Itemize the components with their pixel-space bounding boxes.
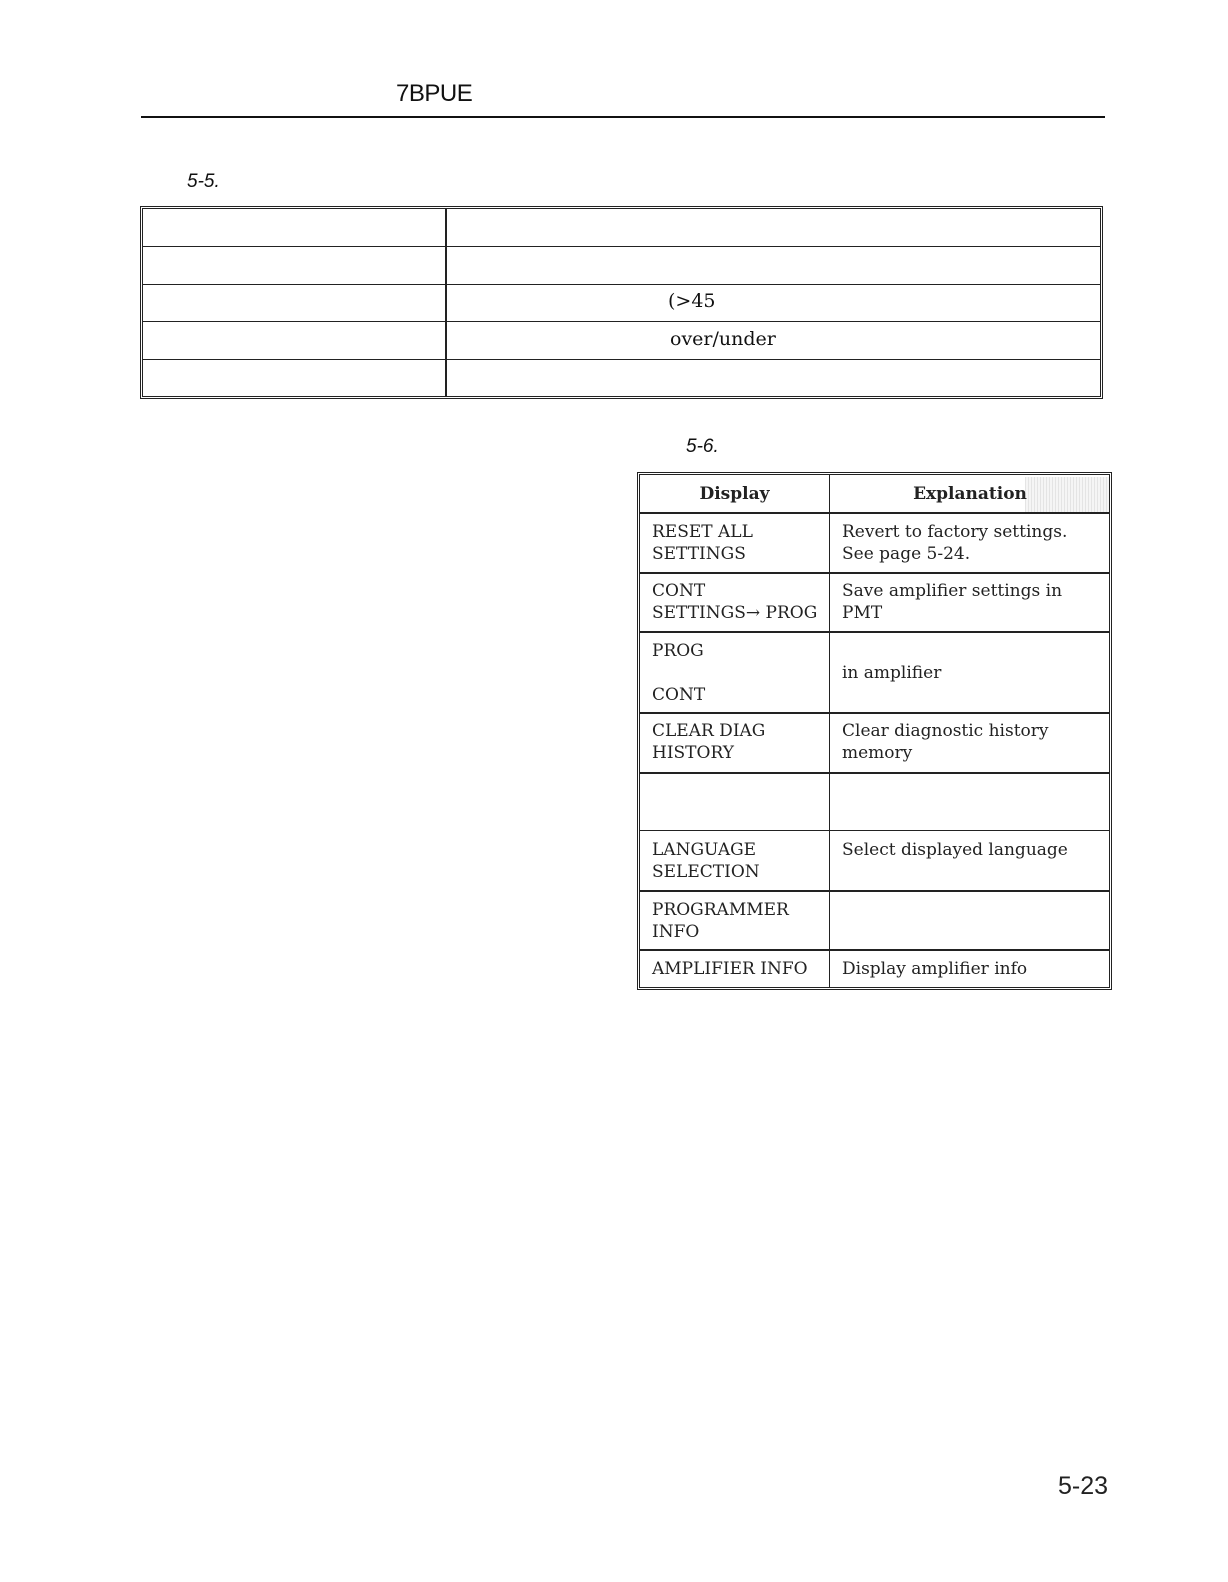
column-header-explanation: Explanation <box>913 484 1027 504</box>
table-5-6-caption: 5-6. <box>686 436 719 457</box>
row-divider <box>640 949 1109 951</box>
row-divider <box>640 890 1109 892</box>
page-number: 5-23 <box>1058 1472 1109 1500</box>
table-cell-explanation: in amplifier <box>842 663 942 683</box>
row-divider <box>640 772 1109 774</box>
table-cell-explanation: Clear diagnostic history memory <box>842 721 1049 763</box>
table-cell-display: LANGUAGE SELECTION <box>652 840 760 882</box>
table-5-5-caption: 5-5. <box>187 171 220 192</box>
table-cell: (>45 <box>668 290 716 312</box>
table-row <box>143 359 1100 395</box>
row-divider <box>640 631 1109 633</box>
table-row <box>143 246 1100 285</box>
table-cell-display: AMPLIFIER INFO <box>652 959 808 979</box>
table-5-5 <box>140 206 1103 399</box>
table-cell-display: CONT SETTINGS→ PROG <box>652 581 818 623</box>
table-5-6 <box>637 472 1112 990</box>
row-divider <box>640 712 1109 714</box>
row-divider <box>640 830 1109 831</box>
column-divider <box>829 475 830 987</box>
header-rule <box>141 116 1105 118</box>
table-cell-display: PROG CONT <box>652 641 706 705</box>
table-cell-display: CLEAR DIAG HISTORY <box>652 721 766 763</box>
row-divider <box>640 572 1109 574</box>
table-cell: over/under <box>670 328 776 350</box>
table-cell-explanation: Display amplifier info <box>842 959 1028 979</box>
row-divider <box>640 512 1109 514</box>
table-cell-explanation: Revert to factory settings. See page 5-24. <box>842 522 1068 564</box>
table-cell-display: RESET ALL SETTINGS <box>652 522 753 564</box>
table-row <box>143 284 1100 322</box>
table-cell-explanation: Save amplifier settings in PMT <box>842 581 1063 623</box>
document-code: 7BPUE <box>396 80 473 107</box>
column-header-display: Display <box>699 484 770 504</box>
table-row <box>143 321 1100 360</box>
table-cell-explanation: Select displayed language <box>842 840 1068 860</box>
table-cell-display: PROGRAMMER INFO <box>652 900 789 942</box>
table-row <box>143 209 1100 247</box>
